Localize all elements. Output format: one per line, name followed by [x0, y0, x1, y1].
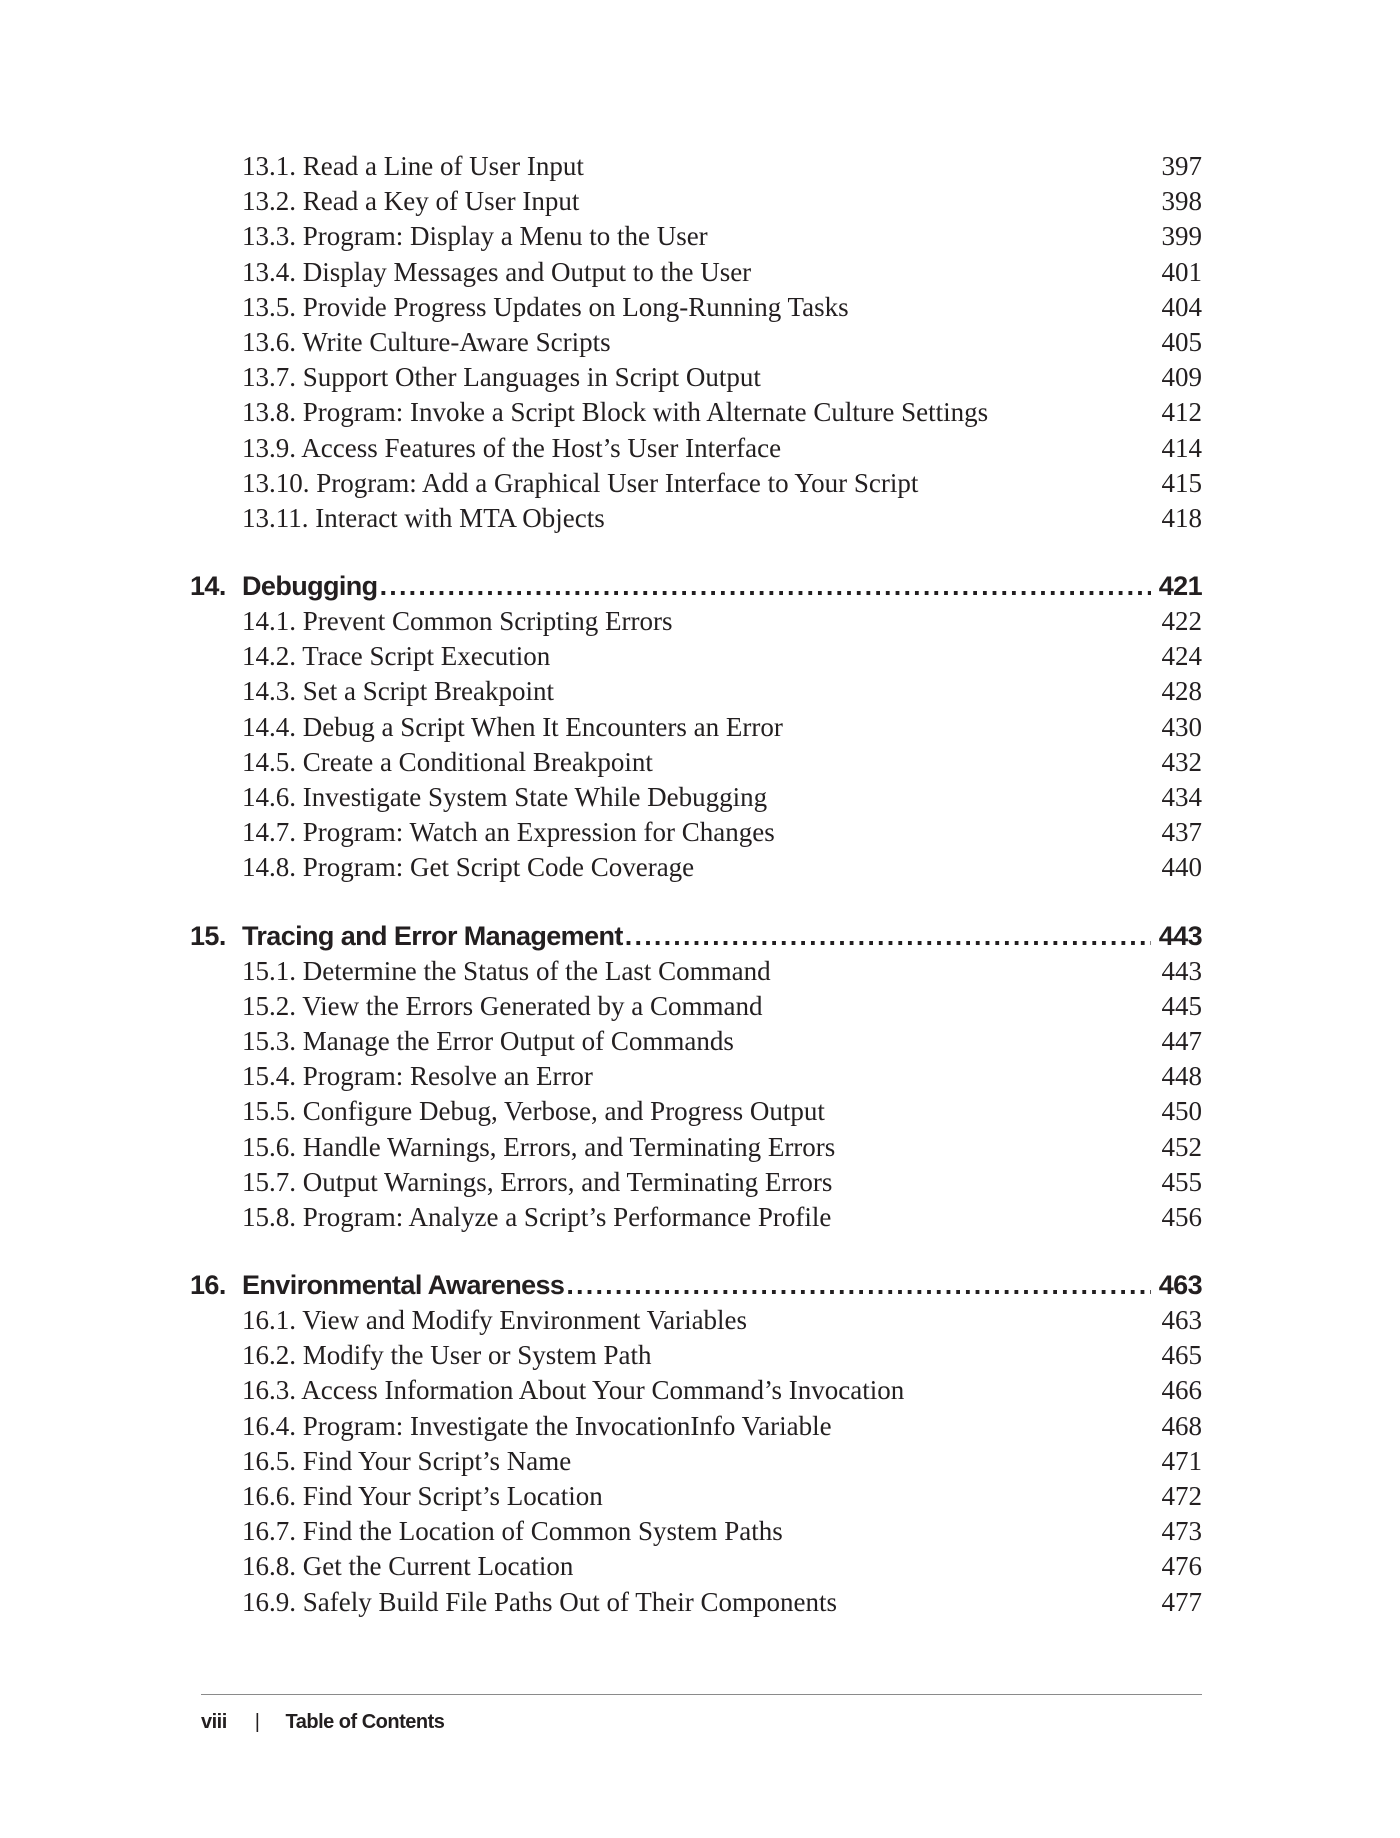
entry-page: 466	[1161, 1375, 1202, 1406]
entry-page: 398	[1161, 186, 1202, 217]
entry-page: 445	[1161, 990, 1202, 1021]
entry-page: 472	[1161, 1481, 1202, 1511]
entry-label: 13.10. Program: Add a Graphical User Interface to Your Script	[242, 467, 919, 498]
toc-entry[interactable]	[190, 639, 1202, 674]
entry-page: 414	[1161, 432, 1202, 463]
dot-leader	[378, 568, 1151, 604]
entry-page: 409	[1161, 362, 1202, 393]
entry-label: 15.5. Configure Debug, Verbose, and Progress Output	[242, 1096, 825, 1127]
toc-entry[interactable]	[190, 255, 1202, 290]
entry-label: 14.4. Debug a Script When It Encounters an Error	[242, 711, 783, 742]
page-footer	[201, 1706, 444, 1738]
chapter-page: 463	[1158, 1270, 1202, 1301]
entry-label: 14.2. Trace Script Execution	[242, 641, 551, 672]
toc-entry[interactable]	[190, 1409, 1202, 1444]
toc-entry[interactable]	[190, 1514, 1202, 1549]
toc-entry[interactable]	[190, 1130, 1202, 1165]
entry-page: 452	[1161, 1131, 1202, 1162]
entry-page: 473	[1161, 1516, 1202, 1547]
toc-entry[interactable]	[190, 219, 1202, 254]
entry-label: 15.1. Determine the Status of the Last Command	[242, 955, 771, 986]
toc-entry[interactable]	[190, 149, 1202, 184]
toc-entry[interactable]	[190, 815, 1202, 850]
chapter-heading-14[interactable]	[190, 568, 1202, 604]
chapter-title: Tracing and Error Management	[242, 920, 623, 951]
entry-page: 418	[1161, 502, 1202, 533]
entry-page: 443	[1161, 955, 1202, 986]
toc-entry[interactable]	[190, 466, 1202, 501]
entry-label: 13.1. Read a Line of User Input	[242, 151, 584, 181]
entry-label: 16.5. Find Your Script’s Name	[242, 1445, 572, 1476]
entry-page: 424	[1161, 641, 1202, 672]
entry-label: 16.4. Program: Investigate the InvocationInfo Variable	[242, 1410, 832, 1441]
entry-page: 430	[1161, 711, 1202, 742]
entry-label: 16.1. View and Modify Environment Variables	[242, 1305, 748, 1336]
toc-entry[interactable]	[190, 1444, 1202, 1479]
table-of-contents	[190, 149, 1202, 1620]
toc-entry[interactable]	[190, 780, 1202, 815]
toc-entry[interactable]	[190, 1338, 1202, 1373]
entry-page: 432	[1161, 746, 1202, 777]
toc-entry[interactable]	[190, 395, 1202, 430]
toc-entry[interactable]	[190, 325, 1202, 360]
chapter-heading-16[interactable]	[190, 1267, 1202, 1303]
entry-page: 437	[1161, 817, 1202, 848]
chapter-heading-15[interactable]	[190, 918, 1202, 954]
entry-page: 448	[1161, 1061, 1202, 1092]
entry-label: 13.7. Support Other Languages in Script Output	[242, 362, 761, 393]
toc-entry[interactable]	[190, 1059, 1202, 1094]
toc-entry[interactable]	[190, 184, 1202, 219]
toc-entry[interactable]	[190, 1585, 1202, 1620]
toc-entry[interactable]	[190, 360, 1202, 395]
toc-entry[interactable]	[190, 604, 1202, 639]
entry-page: 463	[1161, 1305, 1202, 1336]
chapter-number: 16.	[190, 1270, 226, 1301]
section-15-recipes	[190, 954, 1202, 1236]
entry-label: 14.7. Program: Watch an Expression for Changes	[242, 817, 775, 848]
entry-label: 13.2. Read a Key of User Input	[242, 186, 580, 217]
entry-page: 440	[1161, 852, 1202, 883]
footer-divider	[201, 1694, 1202, 1695]
entry-label: 16.6. Find Your Script’s Location	[242, 1481, 603, 1511]
entry-label: 14.8. Program: Get Script Code Coverage	[242, 852, 695, 883]
toc-entry[interactable]	[190, 954, 1202, 989]
chapter-title: Debugging	[242, 571, 378, 602]
entry-label: 13.11. Interact with MTA Objects	[242, 502, 605, 533]
entry-label: 13.8. Program: Invoke a Script Block with Alternate Culture Settings	[242, 397, 989, 428]
entry-page: 404	[1161, 291, 1202, 322]
entry-page: 447	[1161, 1025, 1202, 1056]
entry-label: 13.5. Provide Progress Updates on Long-Running Tasks	[242, 291, 849, 322]
entry-page: 434	[1161, 782, 1202, 812]
entry-label: 16.3. Access Information About Your Command’s Invocation	[242, 1375, 905, 1406]
footer-section-title: Table of Contents	[285, 1711, 445, 1733]
entry-label: 13.3. Program: Display a Menu to the User	[242, 221, 708, 252]
toc-entry[interactable]	[190, 850, 1202, 885]
footer-separator: |	[254, 1711, 260, 1733]
entry-page: 428	[1161, 676, 1202, 707]
entry-label: 15.2. View the Errors Generated by a Command	[242, 990, 763, 1021]
entry-label: 15.8. Program: Analyze a Script’s Performance Profile	[242, 1201, 832, 1232]
entry-label: 16.9. Safely Build File Paths Out of Their Components	[242, 1586, 837, 1617]
entry-label: 16.8. Get the Current Location	[242, 1551, 574, 1582]
section-16-recipes	[190, 1303, 1202, 1620]
entry-page: 456	[1161, 1201, 1202, 1232]
entry-page: 399	[1161, 221, 1202, 252]
entry-label: 15.4. Program: Resolve an Error	[242, 1061, 593, 1092]
chapter-page: 421	[1158, 571, 1202, 602]
entry-page: 405	[1161, 326, 1202, 357]
chapter-page: 443	[1158, 920, 1202, 951]
entry-page: 465	[1161, 1340, 1202, 1371]
entry-page: 422	[1161, 606, 1202, 637]
section-13-recipes	[190, 149, 1202, 536]
dot-leader	[623, 918, 1151, 954]
entry-label: 13.6. Write Culture-Aware Scripts	[242, 326, 611, 357]
entry-label: 14.1. Prevent Common Scripting Errors	[242, 606, 673, 637]
entry-label: 14.3. Set a Script Breakpoint	[242, 676, 554, 707]
toc-entry[interactable]	[190, 710, 1202, 745]
entry-label: 14.5. Create a Conditional Breakpoint	[242, 746, 653, 777]
section-14-recipes	[190, 604, 1202, 886]
entry-label: 16.7. Find the Location of Common System Paths	[242, 1516, 783, 1547]
toc-entry[interactable]	[190, 431, 1202, 466]
entry-page: 401	[1161, 256, 1202, 287]
entry-label: 14.6. Investigate System State While Debugging	[242, 782, 768, 812]
entry-label: 15.6. Handle Warnings, Errors, and Terminating Errors	[242, 1131, 836, 1162]
toc-entry[interactable]	[190, 1200, 1202, 1235]
entry-label: 15.7. Output Warnings, Errors, and Terminating Errors	[242, 1166, 833, 1197]
toc-entry[interactable]	[190, 989, 1202, 1024]
entry-page: 476	[1161, 1551, 1202, 1582]
toc-entry[interactable]	[190, 674, 1202, 709]
entry-page: 412	[1161, 397, 1202, 428]
entry-label: 13.4. Display Messages and Output to the User	[242, 256, 752, 287]
toc-entry[interactable]	[190, 745, 1202, 780]
entry-page: 468	[1161, 1410, 1202, 1441]
entry-label: 13.9. Access Features of the Host’s User Interface	[242, 432, 782, 463]
dot-leader	[564, 1267, 1150, 1303]
toc-entry[interactable]	[190, 290, 1202, 325]
chapter-number: 15.	[190, 920, 226, 951]
chapter-number: 14.	[190, 571, 226, 602]
toc-entry[interactable]	[190, 1094, 1202, 1129]
toc-entry[interactable]	[190, 1303, 1202, 1338]
toc-entry[interactable]	[190, 1479, 1202, 1514]
footer-page-number: viii	[201, 1711, 227, 1733]
entry-page: 397	[1161, 151, 1202, 181]
toc-entry[interactable]	[190, 1024, 1202, 1059]
entry-page: 450	[1161, 1096, 1202, 1127]
toc-entry[interactable]	[190, 1165, 1202, 1200]
entry-page: 415	[1161, 467, 1202, 498]
toc-entry[interactable]	[190, 501, 1202, 536]
toc-entry[interactable]	[190, 1549, 1202, 1584]
entry-page: 455	[1161, 1166, 1202, 1197]
entry-page: 471	[1161, 1445, 1202, 1476]
chapter-title: Environmental Awareness	[242, 1270, 565, 1301]
entry-page: 477	[1161, 1586, 1202, 1617]
entry-label: 16.2. Modify the User or System Path	[242, 1340, 652, 1371]
entry-label: 15.3. Manage the Error Output of Commands	[242, 1025, 734, 1056]
toc-entry[interactable]	[190, 1373, 1202, 1408]
